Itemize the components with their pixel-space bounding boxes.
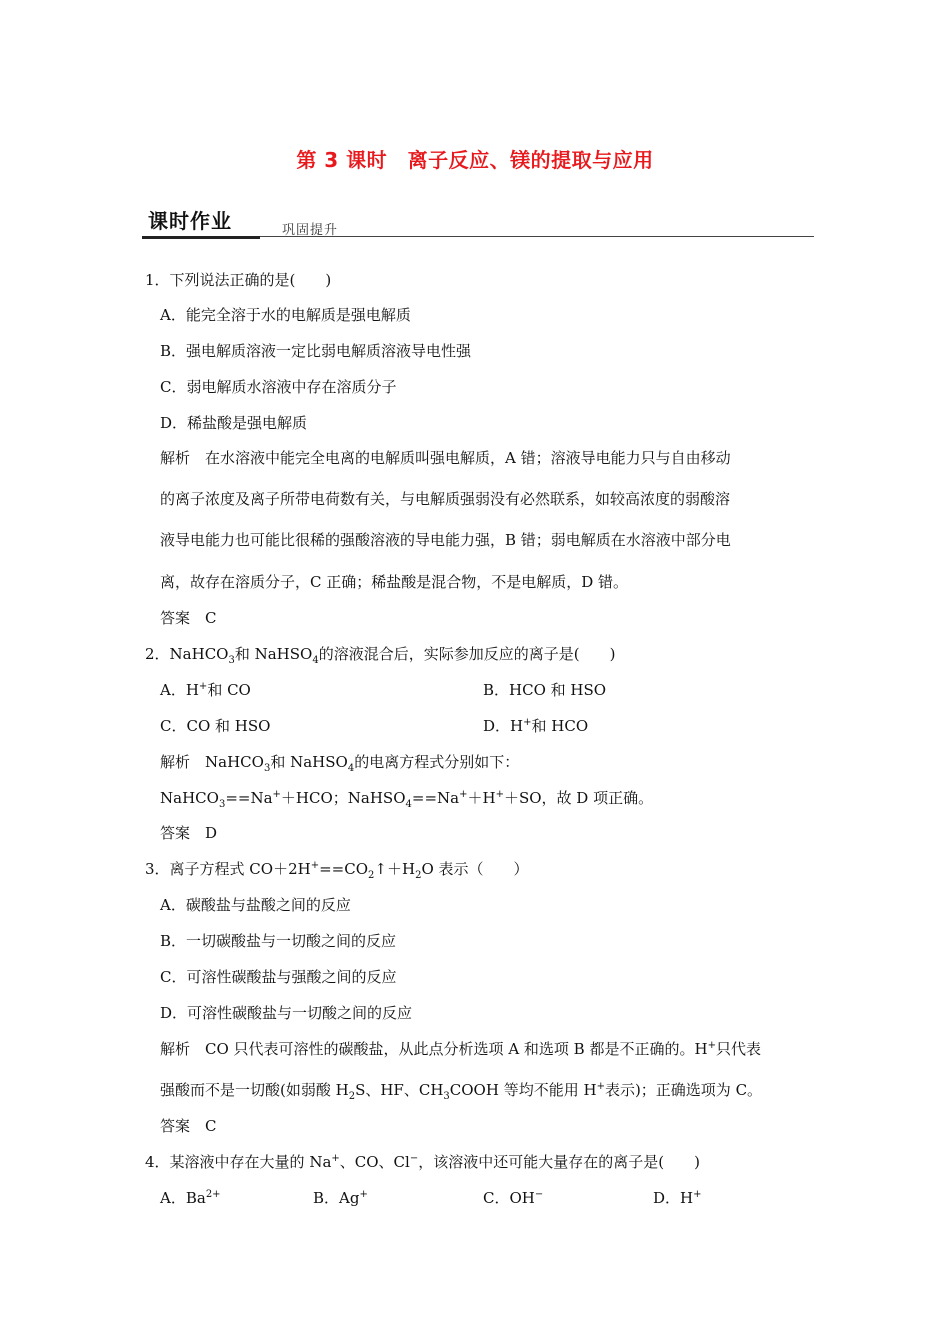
section-divider (260, 236, 814, 237)
question-3-analysis-line-2: 强酸而不是一切酸(如弱酸 $H_2S$、HF、$CH_3COOH$ 等均不能用 H+表示)；正确选项为 C。 (160, 1081, 763, 1102)
question-1-option-d: D．稀盐酸是强电解质 (160, 414, 308, 432)
question-2-option-a: A．H+和 CO (160, 681, 251, 699)
question-2-answer: 答案 D (160, 824, 218, 842)
question-3-analysis-line-1: 解析 CO 只代表可溶性的碳酸盐，从此点分析选项 A 和选项 B 都是不正确的。H+只代表 (160, 1040, 761, 1058)
question-1-analysis-line-1: 解析 在水溶液中能完全电离的电解质叫强电解质，A 错；溶液导电能力只与自由移动 (160, 449, 731, 467)
question-2-option-c: C．CO 和 HSO (160, 717, 271, 735)
question-2-equation: NaHCO$_3$==Na+＋HCO；NaHSO$_4$==Na+＋H+＋SO，故 D 项正确。 (160, 789, 654, 810)
question-4-option-c: C．OH− (483, 1189, 544, 1207)
question-1-analysis-line-2: 的离子浓度及离子所带电荷数有关，与电解质强弱没有必然联系，如较高浓度的弱酸溶 (160, 490, 731, 508)
question-1-stem: 1．下列说法正确的是( ) (145, 271, 332, 289)
question-2-option-d: D．H+和 HCO (483, 717, 589, 735)
question-4-stem: 4．某溶液中存在大量的 Na+、CO、Cl−，该溶液中还可能大量存在的离子是( ) (145, 1153, 700, 1171)
question-1-option-b: B．强电解质溶液一定比弱电解质溶液导电性强 (160, 342, 472, 360)
question-1-analysis-line-4: 离，故存在溶质分子，C 正确；稀盐酸是混合物，不是电解质，D 错。 (160, 573, 629, 591)
question-2-analysis: 解析 NaHCO$_3$和 NaHSO$_4$的电离方程式分别如下： (160, 753, 520, 774)
section-title: 课时作业 (142, 208, 260, 239)
question-3-option-b: B．一切碳酸盐与一切酸之间的反应 (160, 932, 397, 950)
question-1-answer: 答案 C (160, 609, 217, 627)
section-subtitle: 巩固提升 (282, 223, 339, 238)
question-3-stem: 3．离子方程式 $CO+2H^+==CO_2↑+H_2O$ 表示（ ） (145, 860, 529, 881)
question-2-stem: 2．NaHCO$_3$和 NaHSO$_4$的溶液混合后，实际参加反应的离子是( ) (145, 645, 616, 666)
question-1-option-a: A．能完全溶于水的电解质是强电解质 (160, 306, 411, 324)
question-3-answer: 答案 C (160, 1117, 217, 1135)
question-1-analysis-line-3: 液导电能力也可能比很稀的强酸溶液的导电能力强，B 错；弱电解质在水溶液中部分电 (160, 531, 731, 549)
question-2-option-b: B．HCO 和 HSO (483, 681, 607, 699)
section-header (142, 208, 814, 239)
question-3-option-a: A．碳酸盐与盐酸之间的反应 (160, 896, 351, 914)
question-4-option-b: B．Ag+ (313, 1189, 368, 1207)
page-title: 第 3 课时 离子反应、镁的提取与应用 (296, 148, 654, 172)
question-4-option-d: D．H+ (653, 1189, 702, 1207)
question-1-option-c: C．弱电解质水溶液中存在溶质分子 (160, 378, 397, 396)
question-4-option-a: A．$Ba^{2+}$ (160, 1189, 221, 1207)
question-3-option-c: C．可溶性碳酸盐与强酸之间的反应 (160, 968, 397, 986)
question-3-option-d: D．可溶性碳酸盐与一切酸之间的反应 (160, 1004, 413, 1022)
